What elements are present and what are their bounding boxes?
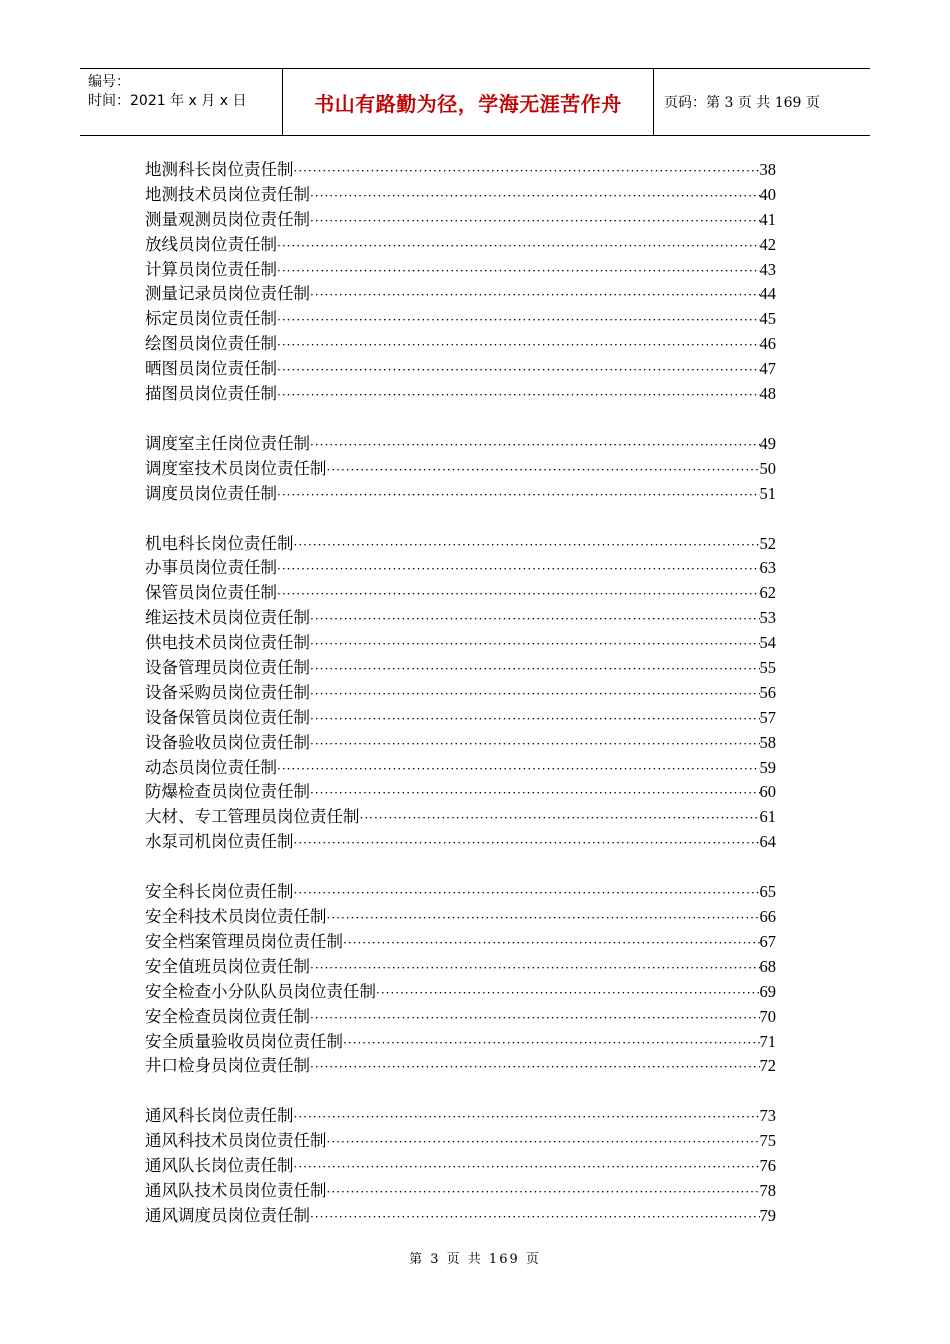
toc-dot-leader: [310, 707, 760, 732]
toc-dot-leader: [277, 557, 760, 582]
toc-entry-page: 53: [759, 608, 776, 628]
toc-entry-title: 维运技术员岗位责任制: [145, 608, 310, 628]
toc-entry-title: 调度室技术员岗位责任制: [145, 458, 327, 478]
toc-entry-page: 42: [759, 234, 776, 254]
toc-section: [145, 532, 776, 856]
toc-entry-title: 设备验收员岗位责任制: [145, 732, 310, 752]
page-footer: [0, 1248, 950, 1267]
toc-entry-page: 64: [759, 832, 776, 852]
toc-entry-title: 调度室主任岗位责任制: [145, 433, 310, 453]
toc-entry[interactable]: [145, 457, 776, 482]
toc-entry[interactable]: [145, 631, 776, 656]
toc-entry-page: 54: [759, 633, 776, 653]
toc-entry[interactable]: [145, 357, 776, 382]
toc-section: [145, 158, 776, 407]
header-page-info: 页码：第 3 页 共 169 页: [664, 95, 820, 111]
toc-entry[interactable]: [145, 681, 776, 706]
toc-entry[interactable]: [145, 1204, 776, 1229]
toc-dot-leader: [310, 433, 760, 458]
toc-entry[interactable]: [145, 183, 776, 208]
toc-entry[interactable]: [145, 382, 776, 407]
toc-dot-leader: [277, 757, 760, 782]
toc-entry[interactable]: [145, 880, 776, 905]
toc-entry-page: 78: [759, 1180, 776, 1200]
toc-dot-leader: [277, 483, 760, 508]
toc-entry[interactable]: [145, 930, 776, 955]
toc-entry-page: 43: [759, 259, 776, 279]
toc-entry[interactable]: [145, 731, 776, 756]
document-time: 时间：2021 年 x 月 x 日: [88, 93, 247, 109]
toc-dot-leader: [277, 582, 760, 607]
toc-entry[interactable]: [145, 258, 776, 283]
toc-entry-page: 48: [759, 384, 776, 404]
toc-entry[interactable]: [145, 581, 776, 606]
toc-entry-page: 47: [759, 359, 776, 379]
toc-dot-leader: [327, 1180, 760, 1205]
toc-entry-page: 63: [759, 558, 776, 578]
toc-entry-page: 51: [759, 483, 776, 503]
toc-entry-title: 供电技术员岗位责任制: [145, 633, 310, 653]
toc-entry-page: 50: [759, 458, 776, 478]
toc-entry[interactable]: [145, 1179, 776, 1204]
toc-entry-title: 调度员岗位责任制: [145, 483, 277, 503]
toc-entry-page: 75: [759, 1131, 776, 1151]
toc-entry[interactable]: [145, 556, 776, 581]
toc-entry-page: 62: [759, 583, 776, 603]
toc-dot-leader: [310, 732, 760, 757]
toc-entry-title: 水泵司机岗位责任制: [145, 832, 294, 852]
toc-entry-page: 38: [759, 160, 776, 179]
toc-entry-title: 通风队长岗位责任制: [145, 1156, 294, 1176]
toc-entry[interactable]: [145, 158, 776, 183]
toc-dot-leader: [343, 1031, 760, 1056]
toc-entry-page: 45: [759, 309, 776, 329]
toc-entry-title: 安全档案管理员岗位责任制: [145, 931, 343, 951]
toc-entry-page: 70: [759, 1006, 776, 1026]
toc-entry-page: 60: [759, 782, 776, 802]
toc-entry-title: 保管员岗位责任制: [145, 583, 277, 603]
toc-entry-title: 防爆检查员岗位责任制: [145, 782, 310, 802]
toc-dot-leader: [310, 956, 760, 981]
toc-entry-page: 69: [759, 981, 776, 1001]
toc-entry-title: 通风科技术员岗位责任制: [145, 1131, 327, 1151]
toc-entry-page: 41: [759, 209, 776, 229]
toc-entry-title: 通风调度员岗位责任制: [145, 1205, 310, 1225]
toc-entry[interactable]: [145, 606, 776, 631]
toc-entry[interactable]: [145, 830, 776, 855]
toc-dot-leader: [310, 1205, 760, 1230]
toc-entry-title: 地测技术员岗位责任制: [145, 184, 310, 204]
toc-entry-title: 绘图员岗位责任制: [145, 334, 277, 354]
toc-dot-leader: [310, 1055, 760, 1080]
toc-entry[interactable]: [145, 955, 776, 980]
toc-dot-leader: [294, 1155, 760, 1180]
toc-entry-page: 76: [759, 1156, 776, 1176]
toc-entry-title: 设备采购员岗位责任制: [145, 682, 310, 702]
toc-dot-leader: [294, 881, 760, 906]
toc-entry-title: 描图员岗位责任制: [145, 384, 277, 404]
toc-entry-title: 测量观测员岗位责任制: [145, 209, 310, 229]
toc-entry[interactable]: [145, 905, 776, 930]
toc-dot-leader: [294, 831, 760, 856]
toc-dot-leader: [360, 806, 760, 831]
toc-entry-page: 67: [759, 931, 776, 951]
toc-entry-page: 56: [759, 682, 776, 702]
toc-dot-leader: [327, 458, 760, 483]
toc-entry-title: 放线员岗位责任制: [145, 234, 277, 254]
toc-entry-title: 设备管理员岗位责任制: [145, 658, 310, 678]
toc-entry-title: 井口检身员岗位责任制: [145, 1056, 310, 1076]
toc-entry[interactable]: [145, 1104, 776, 1129]
toc-dot-leader: [294, 533, 760, 558]
toc-entry-title: 测量记录员岗位责任制: [145, 284, 310, 304]
toc-entry[interactable]: [145, 282, 776, 307]
toc-entry[interactable]: [145, 1054, 776, 1079]
toc-entry-title: 动态员岗位责任制: [145, 757, 277, 777]
toc-entry-title: 大材、专工管理员岗位责任制: [145, 807, 360, 827]
table-of-contents: [145, 158, 776, 1229]
toc-entry[interactable]: [145, 307, 776, 332]
toc-entry-page: 71: [759, 1031, 776, 1051]
toc-entry[interactable]: [145, 805, 776, 830]
toc-entry-page: 68: [759, 956, 776, 976]
toc-entry-title: 安全检查小分队队员岗位责任制: [145, 981, 376, 1001]
toc-dot-leader: [294, 1105, 760, 1130]
toc-section: [145, 432, 776, 507]
toc-entry-title: 安全科长岗位责任制: [145, 882, 294, 902]
toc-dot-leader: [310, 184, 760, 209]
toc-entry-page: 46: [759, 334, 776, 354]
toc-entry[interactable]: [145, 432, 776, 457]
header-meta: [80, 69, 282, 135]
toc-section: [145, 1104, 776, 1228]
toc-entry[interactable]: [145, 1129, 776, 1154]
toc-entry[interactable]: [145, 1030, 776, 1055]
toc-dot-leader: [327, 906, 760, 931]
toc-entry[interactable]: [145, 780, 776, 805]
toc-entry-page: 52: [759, 533, 776, 553]
toc-entry-title: 晒图员岗位责任制: [145, 359, 277, 379]
toc-entry-title: 办事员岗位责任制: [145, 558, 277, 578]
toc-dot-leader: [343, 931, 760, 956]
toc-entry[interactable]: [145, 233, 776, 258]
toc-dot-leader: [310, 657, 760, 682]
toc-entry-page: 44: [759, 284, 776, 304]
toc-dot-leader: [310, 607, 760, 632]
page-header: [80, 68, 870, 136]
toc-entry-page: 55: [759, 658, 776, 678]
toc-entry-page: 72: [759, 1056, 776, 1076]
toc-dot-leader: [310, 781, 760, 806]
toc-entry-title: 安全检查员岗位责任制: [145, 1006, 310, 1026]
toc-entry[interactable]: [145, 756, 776, 781]
toc-dot-leader: [310, 682, 760, 707]
toc-dot-leader: [277, 358, 760, 383]
toc-entry[interactable]: [145, 1154, 776, 1179]
toc-entry-title: 安全值班员岗位责任制: [145, 956, 310, 976]
toc-dot-leader: [277, 234, 760, 259]
toc-entry-title: 地测科长岗位责任制: [145, 160, 294, 179]
toc-entry-title: 安全科技术员岗位责任制: [145, 907, 327, 927]
toc-entry-page: 58: [759, 732, 776, 752]
toc-entry-title: 设备保管员岗位责任制: [145, 707, 310, 727]
toc-entry-page: 40: [759, 184, 776, 204]
footer-page-number: 第 3 页 共 169 页: [409, 1252, 541, 1267]
toc-dot-leader: [310, 1006, 760, 1031]
toc-dot-leader: [310, 209, 760, 234]
toc-entry-page: 65: [759, 882, 776, 902]
toc-entry[interactable]: [145, 706, 776, 731]
toc-dot-leader: [277, 383, 760, 408]
toc-dot-leader: [310, 632, 760, 657]
toc-entry-title: 标定员岗位责任制: [145, 309, 277, 329]
toc-section: [145, 880, 776, 1079]
toc-dot-leader: [277, 333, 760, 358]
toc-entry[interactable]: [145, 1005, 776, 1030]
toc-entry-page: 79: [759, 1205, 776, 1225]
toc-entry[interactable]: [145, 482, 776, 507]
toc-dot-leader: [277, 259, 760, 284]
toc-dot-leader: [327, 1130, 760, 1155]
toc-entry-page: 49: [759, 433, 776, 453]
toc-dot-leader: [376, 981, 760, 1006]
toc-entry-page: 73: [759, 1106, 776, 1126]
toc-entry-title: 安全质量验收员岗位责任制: [145, 1031, 343, 1051]
toc-entry[interactable]: [145, 980, 776, 1005]
toc-entry[interactable]: [145, 332, 776, 357]
toc-entry-page: 57: [759, 707, 776, 727]
toc-entry-title: 通风队技术员岗位责任制: [145, 1180, 327, 1200]
toc-entry-page: 59: [759, 757, 776, 777]
toc-entry-page: 61: [759, 807, 776, 827]
toc-dot-leader: [294, 159, 760, 184]
toc-entry-title: 机电科长岗位责任制: [145, 533, 294, 553]
toc-entry-title: 通风科长岗位责任制: [145, 1106, 294, 1126]
toc-entry-title: 计算员岗位责任制: [145, 259, 277, 279]
toc-entry[interactable]: [145, 208, 776, 233]
toc-entry[interactable]: [145, 656, 776, 681]
toc-dot-leader: [310, 283, 760, 308]
toc-entry[interactable]: [145, 532, 776, 557]
header-motto: 书山有路勤为径，学海无涯苦作舟: [282, 69, 654, 135]
document-number-label: 编号：: [88, 74, 130, 90]
toc-entry-page: 66: [759, 907, 776, 927]
toc-dot-leader: [277, 308, 760, 333]
